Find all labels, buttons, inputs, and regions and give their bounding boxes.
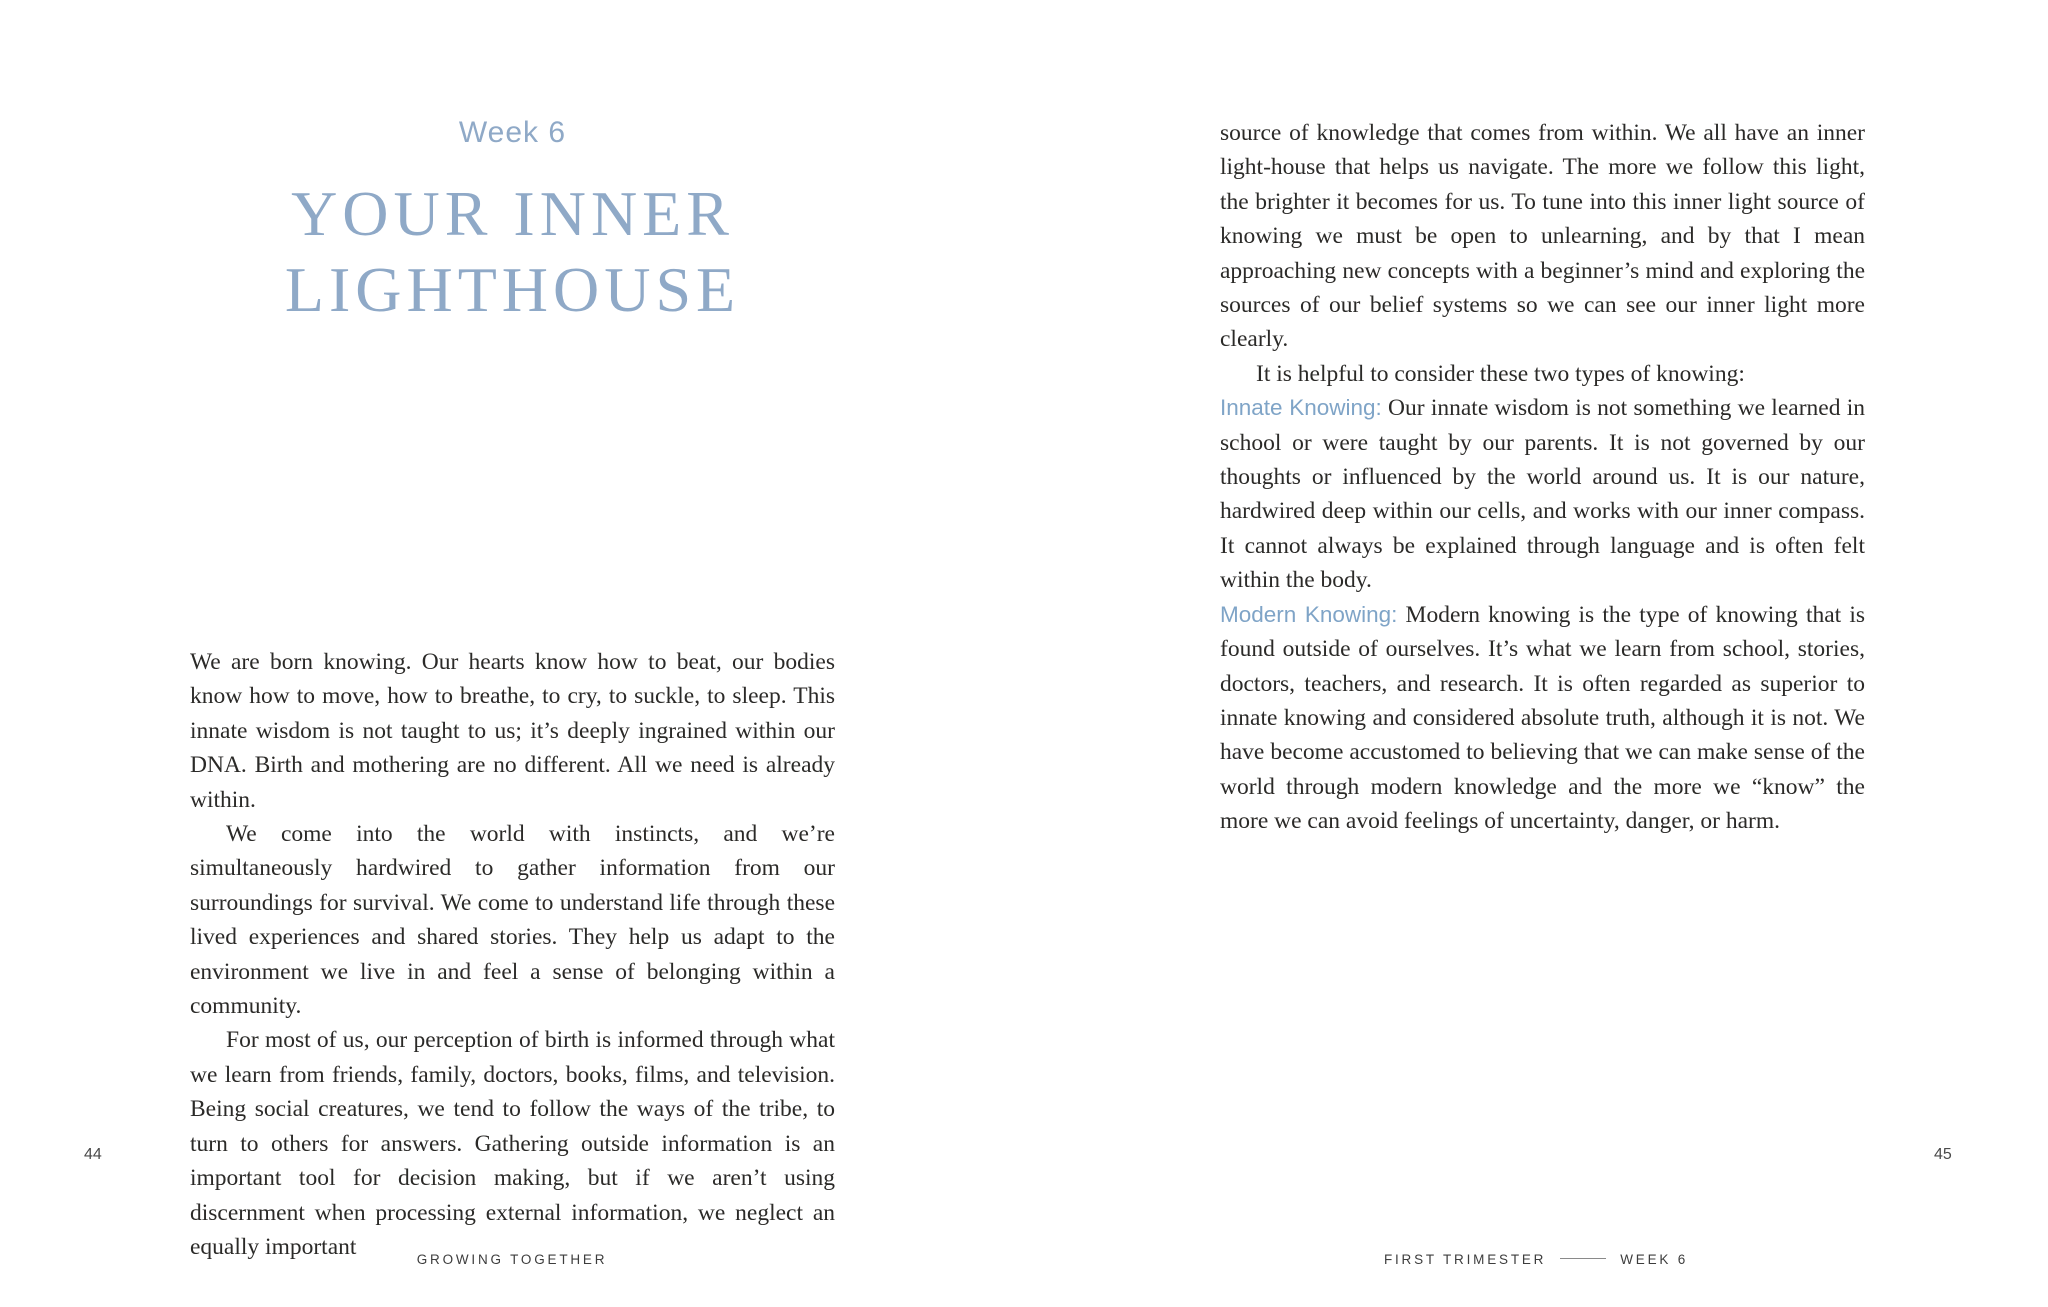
right-body-text [1220, 116, 1865, 839]
modern-knowing-label: Modern Knowing: [1220, 601, 1398, 627]
body-paragraph: source of knowledge that comes from within. We all have an inner light-house that helps us navigate. The more we follow this light, the brighter it becomes for us. To tune into this inner light source of knowing we must be open to unlearning, and by that I mean approaching new concepts with a beginner’s mind and exploring the sources of our belief systems so we can see our inner light more clearly. [1220, 120, 1865, 353]
body-paragraph: For most of us, our perception of birth is informed through what we learn from friends, family, doctors, books, films, and television. Being social creatures, we tend to follow the ways of the tribe, to turn to others for answers. Gathering outside information is an important tool for decision making, but if we aren’t using discernment when processing external information, we neglect an equally important [190, 1027, 835, 1260]
footer-rule [1560, 1258, 1606, 1259]
body-paragraph: We come into the world with instincts, and we’re simultaneously hardwired to gather information from our surroundings for survival. We come to understand life through these lived experiences and shared stories. They help us adapt to the environment we live in and feel a sense of belonging within a community. [190, 821, 835, 1020]
right-page [1024, 0, 2048, 1307]
chapter-heading [190, 116, 835, 327]
chapter-title-line1: YOUR INNER [291, 178, 734, 249]
innate-knowing-text: Our innate wisdom is not something we learned in school or were taught by our parents. It is not governed by our thoughts or influenced by the world around us. It is our nature, hardwired deep within our cells, and works with our inner compass. It cannot always be explained through language and is often felt within the body. [1220, 395, 1865, 594]
innate-knowing-label: Innate Knowing: [1220, 395, 1382, 421]
chapter-title-line2: LIGHTHOUSE [284, 253, 741, 325]
page-number-left: 44 [84, 1146, 102, 1163]
innate-knowing-paragraph [1220, 391, 1865, 597]
chapter-title [190, 176, 835, 327]
body-paragraph: We are born knowing. Our hearts know how to beat, our bodies know how to move, how to breathe, to cry, to suckle, to sleep. This innate wisdom is not taught to us; it’s deeply ingrained within our DNA. Birth and mothering are no different. All we need is already within. [190, 649, 835, 813]
left-body-text [190, 645, 835, 1264]
body-paragraph: It is helpful to consider these two types of knowing: [1256, 360, 1745, 387]
right-running-footer [1024, 1252, 2048, 1267]
left-running-footer: GROWING TOGETHER [416, 1252, 608, 1267]
footer-section-label: FIRST TRIMESTER [1383, 1252, 1547, 1267]
week-kicker: Week 6 [458, 116, 567, 149]
footer-week-label: WEEK 6 [1620, 1252, 1689, 1267]
page-number-right: 45 [1934, 1146, 1952, 1163]
modern-knowing-text: Modern knowing is the type of knowing that is found outside of ourselves. It’s what we learn from school, stories, doctors, teachers, and research. It is often regarded as superior to innate knowing and considered absolute truth, although it is not. We have become accustomed to believing that we can make sense of the world through modern knowledge and the more we “know” the more we can avoid feelings of uncertainty, danger, or harm. [1220, 601, 1866, 835]
modern-knowing-paragraph [1220, 598, 1865, 839]
